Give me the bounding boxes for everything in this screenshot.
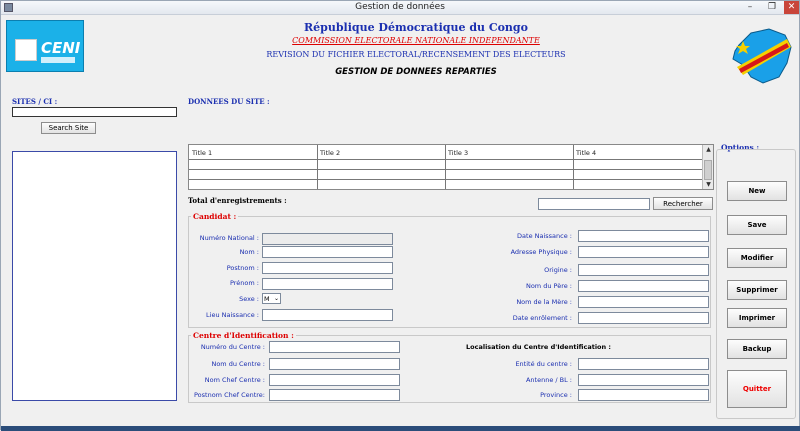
grid-line <box>445 145 446 189</box>
nom-mere-field[interactable] <box>578 296 709 308</box>
prenom-field[interactable] <box>262 278 393 290</box>
donnees-label: DONNEES DU SITE : <box>188 97 270 106</box>
postnom-label: Postnom : <box>226 264 259 272</box>
grid-line <box>317 145 318 189</box>
logo-text: CENI <box>41 39 81 57</box>
column-header[interactable]: Title 1 <box>192 149 213 157</box>
grid-line <box>189 159 702 160</box>
antenne-label: Antenne / BL : <box>525 376 572 384</box>
scroll-thumb[interactable] <box>704 160 712 180</box>
entite-centre-field[interactable] <box>578 358 709 370</box>
nom-pere-label: Nom du Père : <box>525 282 572 290</box>
column-header[interactable]: Title 3 <box>448 149 469 157</box>
numero-centre-label: Numéro du Centre : <box>200 343 265 351</box>
grid-scrollbar[interactable] <box>702 145 713 189</box>
lieu-naissance-label: Lieu Naissance : <box>206 311 259 319</box>
column-header[interactable]: Title 4 <box>576 149 597 157</box>
adresse-label: Adresse Physique : <box>510 248 572 256</box>
province-field[interactable] <box>578 389 709 401</box>
province-label: Province : <box>540 391 572 399</box>
commission-title: COMMISSION ELECTORALE NATIONALE INDEPENDANTE <box>292 36 540 45</box>
date-enrolement-label: Date enrôlement : <box>512 314 572 322</box>
ballot-box-icon <box>15 39 37 61</box>
grid-line <box>189 179 702 180</box>
adresse-field[interactable] <box>578 246 709 258</box>
page-title: GESTION DE DONNEES REPARTIES <box>335 67 497 77</box>
supprimer-button[interactable]: Supprimer <box>727 280 787 300</box>
sexe-label: Sexe : <box>239 295 259 303</box>
centre-legend: Centre d'Identification : <box>193 331 294 340</box>
date-enrolement-field[interactable] <box>578 312 709 324</box>
nom-mere-label: Nom de la Mère : <box>516 298 572 306</box>
sites-list[interactable] <box>12 151 177 401</box>
revision-title: REVISION DU FICHIER ELECTORAL/RECENSEMENT DES ELECTEURS <box>266 50 566 59</box>
sexe-select[interactable] <box>262 293 281 304</box>
scroll-down-icon[interactable]: ▼ <box>706 181 711 188</box>
antenne-field[interactable] <box>578 374 709 386</box>
save-button[interactable]: Save <box>727 215 787 235</box>
nom-pere-field[interactable] <box>578 280 709 292</box>
ceni-logo <box>6 20 84 72</box>
postnom-chef-centre-label: Postnom Chef Centre: <box>193 391 265 399</box>
minimize-button[interactable]: – <box>747 2 753 12</box>
window-title: Gestion de données <box>355 2 445 12</box>
total-records-label: Total d'enregistrements : <box>188 196 287 205</box>
entite-centre-label: Entité du centre : <box>515 360 572 368</box>
republic-title: République Démocratique du Congo <box>304 21 528 34</box>
lieu-naissance-field[interactable] <box>262 309 393 321</box>
recherche-input[interactable] <box>538 198 650 210</box>
rechercher-button[interactable]: Rechercher <box>653 197 713 210</box>
sites-label: SITES / CI : <box>12 97 58 106</box>
new-button[interactable]: New <box>727 181 787 201</box>
column-header[interactable]: Title 2 <box>320 149 341 157</box>
nom-label: Nom : <box>239 248 259 256</box>
date-naissance-field[interactable] <box>578 230 709 242</box>
postnom-field[interactable] <box>262 262 393 274</box>
nom-chef-centre-field[interactable] <box>269 374 400 386</box>
maximize-button[interactable]: ❐ <box>767 2 777 12</box>
quitter-button[interactable]: Quitter <box>727 370 787 408</box>
candidat-legend: Candidat : <box>193 212 237 221</box>
numero-centre-field[interactable] <box>269 341 400 353</box>
origine-field[interactable] <box>578 264 709 276</box>
modifier-button[interactable]: Modifier <box>727 248 787 268</box>
data-grid[interactable] <box>188 144 714 190</box>
nom-field[interactable] <box>262 246 393 258</box>
grid-line <box>189 169 702 170</box>
nom-centre-label: Nom du Centre : <box>211 360 265 368</box>
nom-centre-field[interactable] <box>269 358 400 370</box>
logo-strip <box>41 57 75 63</box>
numero-national-label: Numéro National : <box>199 234 259 242</box>
backup-button[interactable]: Backup <box>727 339 787 359</box>
prenom-label: Prénom : <box>229 279 259 287</box>
sites-search-input[interactable] <box>12 107 177 117</box>
localisation-label: Localisation du Centre d'Identification : <box>466 343 612 351</box>
sexe-value: M <box>264 295 270 303</box>
options-label: Options : <box>721 143 760 152</box>
numero-national-field[interactable] <box>262 233 393 245</box>
search-site-button[interactable]: Search Site <box>41 122 96 134</box>
nom-chef-centre-label: Nom Chef Centre : <box>204 376 265 384</box>
postnom-chef-centre-field[interactable] <box>269 389 400 401</box>
taskbar <box>1 426 800 431</box>
origine-label: Origine : <box>544 266 572 274</box>
grid-line <box>573 145 574 189</box>
title-bar[interactable] <box>1 1 799 15</box>
date-naissance-label: Date Naissance : <box>517 232 572 240</box>
close-button[interactable]: ✕ <box>784 1 799 14</box>
scroll-up-icon[interactable]: ▲ <box>706 146 711 153</box>
imprimer-button[interactable]: Imprimer <box>727 308 787 328</box>
chevron-down-icon: ⌄ <box>273 295 279 302</box>
drc-map-icon <box>729 25 795 85</box>
